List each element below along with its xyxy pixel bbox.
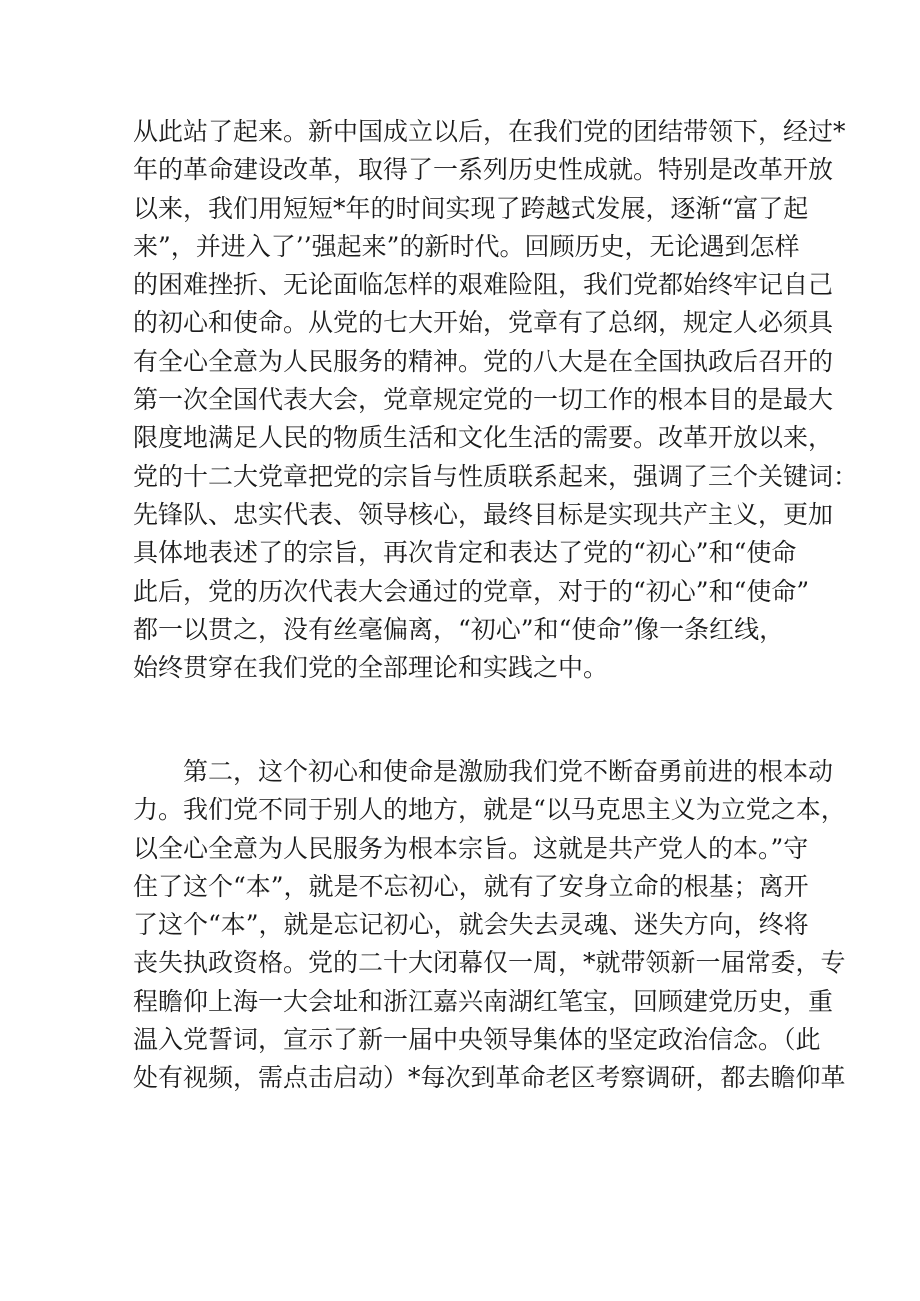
paragraph-1-line: 的困难挫折、无论面临怎样的艰难险阻，我们党都始终牢记自己 — [133, 270, 834, 300]
paragraph-1-line: 党的十二大党章把党的宗旨与性质联系起来，强调了三个关键词： — [133, 461, 859, 491]
paragraph-1-line: 从此站了起来。新中国成立以后，在我们党的团结带领下，经过* — [133, 117, 846, 146]
paragraph-1 — [133, 113, 859, 687]
paragraph-1-line: 此后，党的历次代表大会通过的党章，对于的“初心”和“使命” — [133, 576, 810, 606]
paragraph-2-line: 温入党誓词，宣示了新一届中央领导集体的坚定政治信念。（此 — [133, 1025, 821, 1055]
paragraph-1-line: 来”，并进入了’’强起来”的新时代。回顾历史，无论遇到怎样 — [133, 231, 800, 261]
paragraph-1-line: 始终贯穿在我们党的全部理论和实践之中。 — [133, 653, 609, 683]
paragraph-1-line: 有全心全意为人民服务的精神。党的八大是在全国执政后召开的 — [133, 346, 834, 376]
paragraph-1-line: 第一次全国代表大会，党章规定党的一切工作的根本目的是最大 — [133, 385, 834, 415]
paragraph-1-line: 具体地表述了的宗旨，再次肯定和表达了党的“初心”和“使命 — [133, 538, 797, 568]
paragraph-1-line: 限度地满足人民的物质生活和文化生活的需要。改革开放以来， — [133, 423, 834, 453]
paragraph-2-line: 了这个“本”，就是忘记初心，就会失去灵魂、迷失方向，终将 — [133, 910, 809, 940]
paragraph-2-line: 住了这个“本”，就是不忘初心，就有了安身立命的根基；离开 — [133, 871, 809, 901]
paragraph-2-line: 以全心全意为人民服务为根本宗旨。这就是共产党人的本。”守 — [133, 833, 809, 863]
paragraph-2 — [133, 753, 846, 1098]
paragraph-1-line: 先锋队、忠实代表、领导核心，最终目标是实现共产主义，更加 — [133, 499, 834, 529]
paragraph-2-line: 程瞻仰上海一大会址和浙江嘉兴南湖红笔宝，回顾建党历史，重 — [133, 986, 834, 1016]
paragraph-1-line: 以来，我们用短短*年的时间实现了跨越式发展，逐渐“富了起 — [133, 193, 809, 223]
paragraph-2-line: 丧失执政资格。党的二十大闭幕仅一周，*就带领新一届常委，专 — [133, 948, 846, 978]
paragraph-2-line: 力。我们党不同于别人的地方，就是“以马克思主义为立党之本， — [133, 795, 846, 825]
paragraph-1-line: 都一以贯之，没有丝毫偏离，“初心”和“使命”像一条红线， — [133, 614, 785, 644]
paragraph-1-line: 的初心和使命。从党的七大开始，党章有了总纲，规定人必须具 — [133, 308, 834, 338]
paragraph-1-line: 年的革命建设改革，取得了一系列历史性成就。特别是改革开放 — [133, 155, 834, 185]
paragraph-2-line: 处有视频，需点击启动）*每次到革命老区考察调研，都去瞻仰革 — [133, 1063, 846, 1093]
paragraph-2-line: 第二，这个初心和使命是激励我们党不断奋勇前进的根本动 — [133, 757, 834, 786]
